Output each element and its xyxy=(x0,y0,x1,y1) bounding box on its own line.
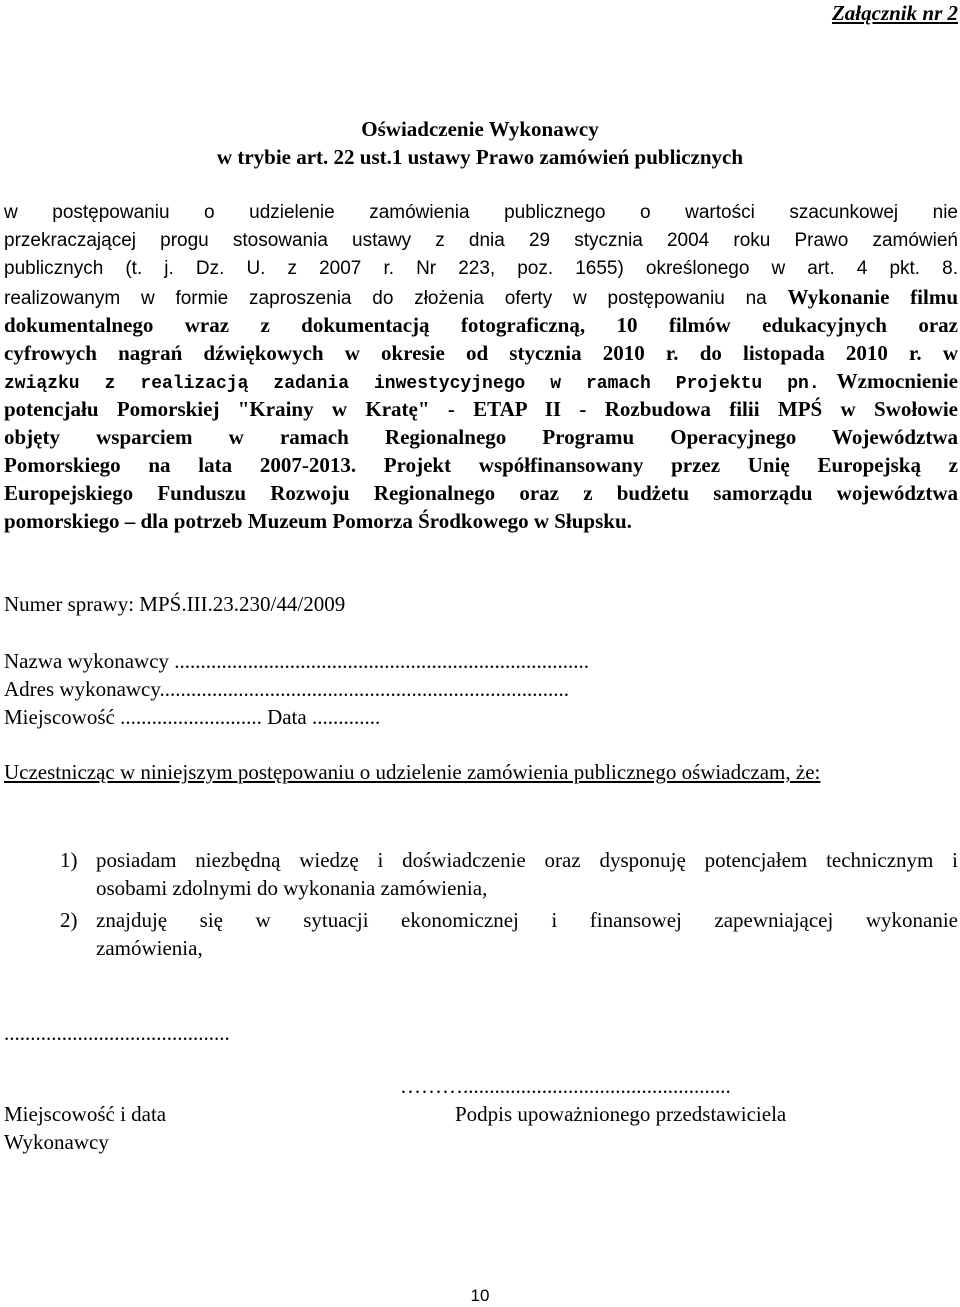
intro-paragraph xyxy=(4,199,958,283)
list-item-line: osobami zdolnymi do wykonania zamówienia, xyxy=(96,876,488,900)
document-title: Oświadczenie Wykonawcy xyxy=(361,117,599,141)
intro-line: przekraczającej progu stosowania ustawy z dnia 29 stycznia 2004 roku Prawo zamówień xyxy=(4,230,958,251)
intro-line: publicznych (t. j. Dz. U. z 2007 r. Nr 223, poz. 1655) określonego w art. 4 pkt. 8. xyxy=(4,258,958,279)
subject-line: dokumentalnego wraz z dokumentacją fotograficzną, 10 filmów edukacyjnych oraz xyxy=(4,313,958,337)
subject-title-start: Wykonanie filmu xyxy=(787,285,959,309)
intro-line: w postępowaniu o udzielenie zamówienia publicznego o wartości szacunkowej nie xyxy=(4,202,958,223)
list-item-line: zamówienia, xyxy=(96,936,203,960)
project-context: związku z realizacją zadania inwestycyjnego w ramach Projektu pn. xyxy=(4,374,820,394)
declaration-statement: Uczestnicząc w niniejszym postępowaniu o udzielenie zamówienia publicznego oświadczam, że: xyxy=(4,760,821,784)
subject-line: Pomorskiego na lata 2007-2013. Projekt współfinansowany przez Unię Europejską z xyxy=(4,453,958,477)
list-number: 2) xyxy=(60,908,78,932)
authorized-signature-label: Podpis upoważnionego przedstawiciela xyxy=(455,1102,787,1126)
contractor-address-field: Adres wykonawcy.............................................................................. xyxy=(4,677,570,701)
list-item-line: posiadam niezbędną wiedzę i doświadczenie oraz dysponuję potencjałem technicznym i xyxy=(96,848,958,872)
place-date-field: Miejscowość ........................... Data ............. xyxy=(4,705,381,729)
subject-line: objęty wsparciem w ramach Regionalnego Programu Operacyjnego Województwa xyxy=(4,425,958,449)
subject-line: Europejskiego Funduszu Rozwoju Regionalnego oraz z budżetu samorządu województwa xyxy=(4,481,958,505)
subject-line xyxy=(4,367,958,395)
case-number: Numer sprawy: MPŚ.III.23.230/44/2009 xyxy=(4,592,346,616)
subject-line: pomorskiego – dla potrzeb Muzeum Pomorza Środkowego w Słupsku. xyxy=(4,509,632,533)
contractor-label: Wykonawcy xyxy=(4,1130,109,1154)
contractor-name-field: Nazwa wykonawcy ............................................................................... xyxy=(4,649,590,673)
project-name-start: Wzmocnienie xyxy=(819,369,958,393)
signature-line-left: ........................................... xyxy=(4,1021,230,1045)
subject-line: potencjału Pomorskiej "Krainy w Kratę" - ETAP II - Rozbudowa filii MPŚ w Swołowie xyxy=(4,397,958,421)
list-item xyxy=(96,906,958,962)
list-number: 1) xyxy=(60,848,78,872)
subject-line: cyfrowych nagrań dźwiękowych w okresie od stycznia 2010 r. do listopada 2010 r. w xyxy=(4,341,958,365)
place-date-label: Miejscowość i data xyxy=(4,1102,167,1126)
subject-text: realizowanym w formie zaproszenia do złożenia oferty w postępowaniu na xyxy=(4,288,788,309)
page-number: 10 xyxy=(470,1286,490,1305)
subject-line xyxy=(4,283,958,311)
list-item xyxy=(96,846,958,902)
document-subtitle: w trybie art. 22 ust.1 ustawy Prawo zamówień publicznych xyxy=(216,145,744,169)
list-item-line: znajduję się w sytuacji ekonomicznej i finansowej zapewniającej wykonanie xyxy=(96,908,958,932)
annex-label: Załącznik nr 2 xyxy=(831,1,958,25)
signature-line-right: ………................................................... xyxy=(400,1074,731,1098)
subject-paragraph xyxy=(4,283,958,535)
